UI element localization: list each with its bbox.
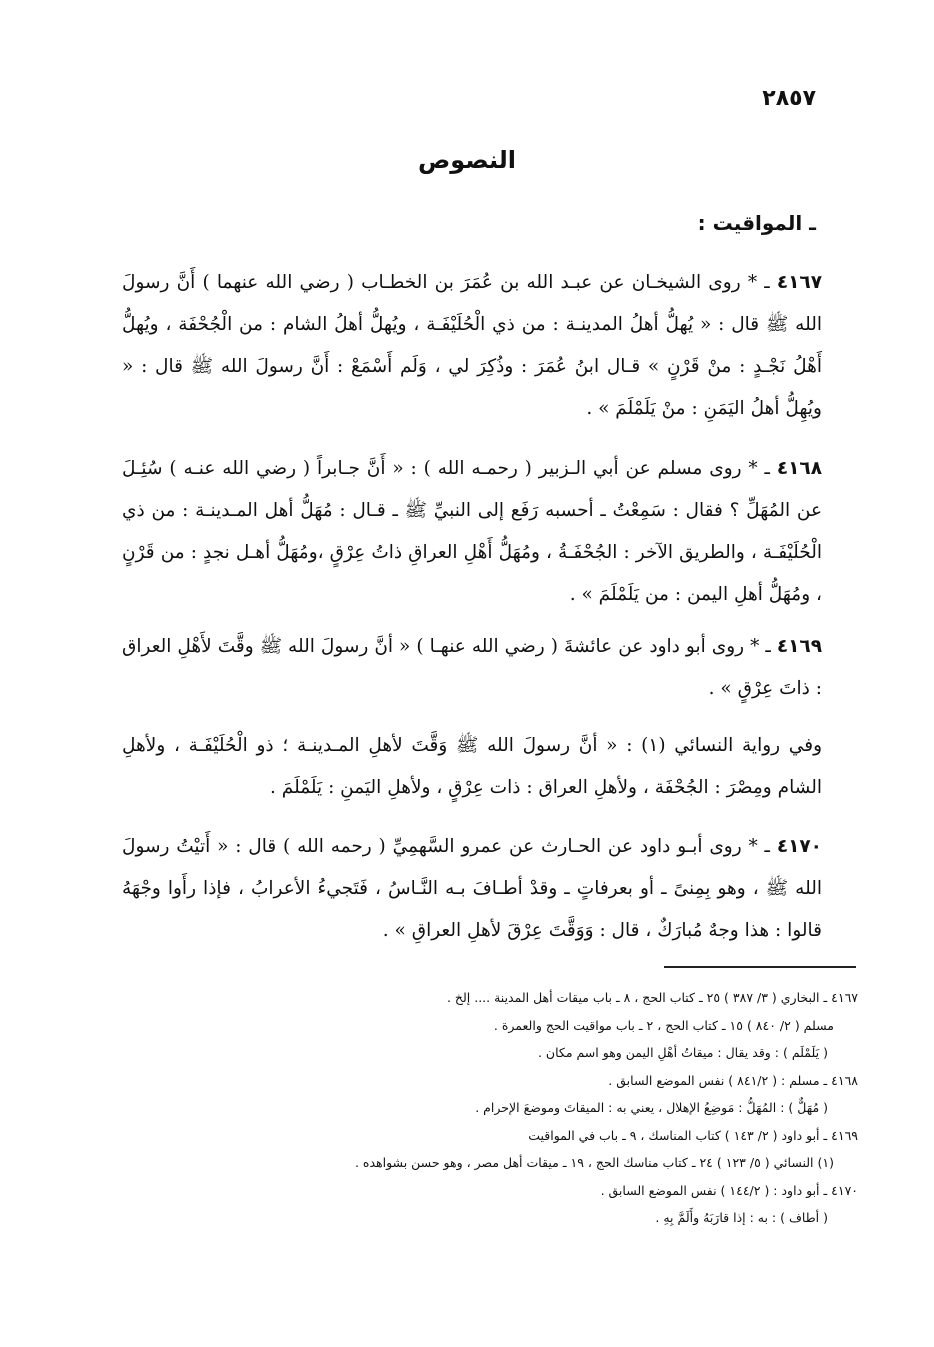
paragraph-4170: [122, 826, 822, 952]
paragraph-text: ـ * روى أبـو داود عن الحـارث عن عمرو السَّهمِيِّ ( رحمه الله ) قال : « أَتيْتُ رسولَ الله ﷺ ، وهو بِمِنىً ـ أو بعرفاتٍ ـ وقدْ أطـافَ بـه النَّـاسُ ، فَتَجيءُ الأعرابُ ، فإذا رأَوا وجْهَهُ قالوا : هذا وجهٌ مُبارَكٌ ، قال : وَوَقَّتَ عِرْقَ لأهلِ العراقِ » .: [122, 836, 822, 941]
paragraph-text: وفي رواية النسائي (١) : « أنَّ رسولَ الله ﷺ وَقَّتَ لأهلِ المـدينـة ؛ ذو الْحُلَيْفَـة ، ولأهلِ الشام ومِصْرَ : الجُحْفَة ، ولأهلِ العراق : ذات عِرْقٍ ، ولأهلِ اليَمنِ : يَلَمْلَمَ .: [122, 735, 822, 798]
footnote-line: (١) النسائي ( ٥/ ١٢٣ ) ٢٤ ـ كتاب مناسك الحج ، ١٩ ـ ميقات أهل مصر ، وهو حسن بشواهده .: [354, 1155, 834, 1170]
footnote-line: ٤١٦٩ ـ أبو داود ( ٢/ ١٤٣ ) كتاب المناسك ، ٩ ـ باب في المواقيت: [528, 1127, 858, 1143]
footnote-line: ( يَلَمْلَم ) : وقد يقال : ميقاتُ أهْلِ اليمن وهو اسم مكان .: [537, 1045, 828, 1060]
footnote-line: مسلم ( ٢/ ٨٤٠ ) ١٥ ـ كتاب الحج ، ٢ ـ باب مواقيت الحج والعمرة .: [493, 1017, 834, 1033]
paragraph-text: ـ * روى أبو داود عن عائشةَ ( رضي الله عنهـا ) « أنَّ رسولَ الله ﷺ وقَّتَ لأَهْلِ العراق : ذاتَ عِرْقٍ » .: [122, 636, 822, 699]
footnote-line: ٤١٦٨ ـ مسلم : ( ٨٤١/٢ ) نفس الموضع السابق .: [608, 1072, 858, 1088]
hadith-number: ٤١٦٩: [776, 636, 822, 657]
paragraph-4168: [122, 448, 822, 616]
footnote-line: ٤١٦٧ ـ البخاري ( ٣/ ٣٨٧ ) ٢٥ ـ كتاب الحج ، ٨ ـ باب ميقات أهل المدينة .... إلخ .: [446, 990, 858, 1005]
footnotes: [230, 984, 858, 1232]
footnote-line: ( مُهَلٌّ ) : المُهَلُّ : مَوضِعُ الإهلال ، يعني به : الميقاتَ وموضعَ الإحرام .: [475, 1100, 828, 1115]
hadith-number: ٤١٦٧: [776, 272, 822, 293]
paragraph-nasai-narration: [122, 725, 822, 809]
footnote-line: ( أطاف ) : به : إذا قارَبَهُ وأَلَمَّ بِهِ .: [655, 1210, 828, 1225]
page-number: ٢٨٥٧: [762, 86, 816, 111]
hadith-number: ٤١٦٨: [776, 458, 822, 479]
section-heading: ـ المواقيت :: [697, 211, 816, 235]
footnote-divider: [664, 966, 856, 968]
paragraph-4169: [122, 626, 822, 710]
paragraph-4167: [122, 262, 822, 430]
page-title: النصوص: [417, 146, 516, 174]
paragraph-text: ـ * روى الشيخـان عن عبـد الله بن عُمَرَ بن الخطـاب ( رضي الله عنهما ) أَنَّ رسولَ الله ﷺ قال : « يُهلُّ أهلُ المدينـة : من ذي الْحُلَيْفَـة ، ويُهلُّ أهلُ الشام : من الْجُحْفَة ، ويُهلُّ أَهْلُ نَجْـدٍ : منْ قَرْنٍ » قـال ابنُ عُمَرَ : وذُكِرَ لي ، وَلَم أَسْمَعْ : أَنَّ رسولَ الله ﷺ قال : « ويُهِلُّ أهلُ اليَمَنِ : منْ يَلَمْلَمَ » .: [122, 272, 822, 419]
footnote-line: ٤١٧٠ ـ أبو داود : ( ١٤٤/٢ ) نفس الموضع السابق .: [600, 1182, 858, 1198]
hadith-number: ٤١٧٠: [776, 836, 822, 857]
paragraph-text: ـ * روى مسلم عن أبي الـزبير ( رحمـه الله ) : « أَنَّ جـابراً ( رضي الله عنـه ) سُئِـلَ عن المُهَلِّ ؟ فقال : سَمِعْتُ ـ أحسبه رَفَع إلى النبيِّ ﷺ ـ قـال : مُهَلُّ أهل المـدينـة : من ذي الْحُلَيْفَـة ، والطريق الآخر : الجُحْفَـةُ ، ومُهَلُّ أَهْلِ العراقِ ذاتُ عِرْقٍ ،ومُهَلُّ أهـل نجدٍ : من قَرْنٍ ، ومُهَلُّ أهلِ اليمن : من يَلَمْلَمَ » .: [122, 458, 822, 605]
